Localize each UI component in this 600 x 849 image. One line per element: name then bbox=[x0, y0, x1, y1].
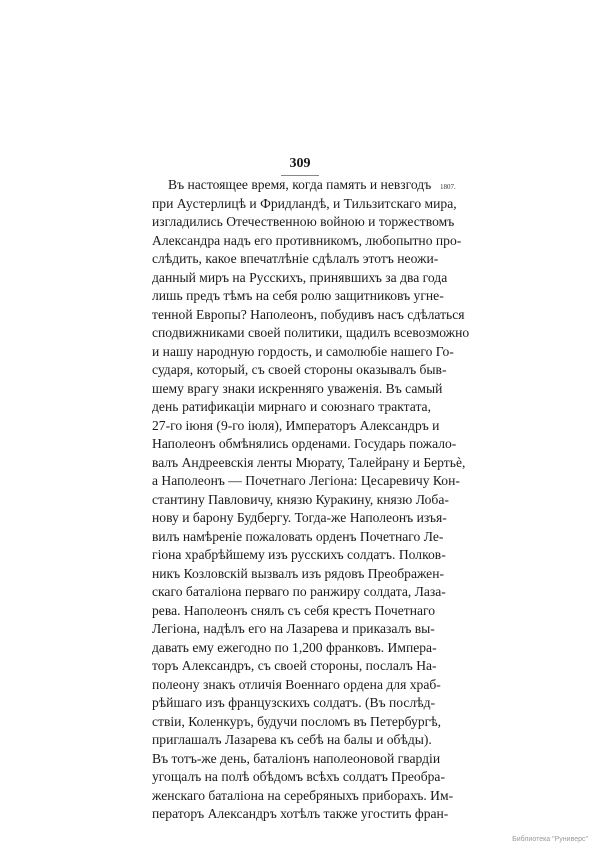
text-line: ствіи, Коленкуръ, будучи посломъ въ Петербургѣ, bbox=[152, 713, 442, 729]
text-line: шему врагу знаки искренняго уваженія. Въ самый bbox=[152, 380, 443, 396]
text-line: приглашалъ Лазарева къ себѣ на балы и обѣды). bbox=[152, 732, 432, 747]
text-line: ператоръ Александръ хотѣлъ также угостить фран- bbox=[152, 806, 449, 821]
text-line: валъ Андреевскія ленты Мюрату, Талейрану и Бертьѐ, bbox=[152, 454, 466, 470]
text-line: давать ему ежегодно по 1,200 франковъ. Импера- bbox=[152, 639, 437, 655]
text-line: вилъ намѣреніе пожаловать орденъ Почетнаго Ле- bbox=[152, 528, 444, 544]
page-number: 309 bbox=[289, 156, 311, 171]
text-line: при Аустерлицѣ и Фридландѣ, и Тильзитскаго мира, bbox=[152, 195, 457, 211]
text-line: данный миръ на Русскихъ, принявшихъ за два года bbox=[152, 269, 448, 285]
text-line: Въ настоящее время, когда память и невзгодъ bbox=[168, 177, 432, 192]
text-line: гіона храбрѣйшему изъ русскихъ солдатъ. Полков- bbox=[152, 547, 446, 562]
text-line: 27-го іюня (9-го іюля), Императоръ Александръ и bbox=[152, 417, 440, 433]
text-line: стантину Павловичу, князю Куракину, князю Лоба- bbox=[152, 491, 449, 507]
text-line: и нашу народную гордость, и самолюбіе нашего Го- bbox=[152, 343, 454, 359]
text-line: сударя, который, съ своей стороны оказывалъ быв- bbox=[152, 362, 447, 377]
library-watermark: Библиотека "Руниверс" bbox=[512, 836, 588, 843]
text-line: день ратификаціи мирнаго и союзнаго трактата, bbox=[152, 399, 431, 414]
text-line: Легіона, надѣлъ его на Лазарева и приказалъ вы- bbox=[152, 621, 435, 636]
text-line: лишь предъ тѣмъ на себя ролю защитниковъ угне- bbox=[152, 288, 444, 303]
text-line: изгладились Отечественною войною и торжествомъ bbox=[152, 214, 455, 229]
text-line: скаго баталіона перваго по ранжиру солдата, Лаза- bbox=[152, 584, 446, 599]
text-line: сподвижниками своей политики, щадилъ всевозможно bbox=[152, 325, 470, 340]
text-line: торъ Александръ, съ своей стороны, послалъ На- bbox=[152, 658, 437, 673]
text-line: слѣдить, какое впечатлѣніе сдѣлалъ этотъ неожи- bbox=[152, 251, 439, 266]
text-line: Александра надъ его противникомъ, любопытно про- bbox=[152, 232, 462, 248]
text-line: никъ Козловскій вызвалъ изъ рядовъ Преображен- bbox=[152, 565, 445, 581]
text-line: Въ тотъ-же день, баталіонъ наполеоновой гвардіи bbox=[152, 750, 441, 766]
text-line: Наполеонъ обмѣнялись орденами. Государь пожало- bbox=[152, 436, 457, 451]
text-line: рѣйшаго изъ французскихъ солдатъ. (Въ послѣд- bbox=[152, 695, 436, 710]
text-line: рева. Наполеонъ снялъ съ себя крестъ Почетнаго bbox=[152, 602, 436, 618]
text-line: тенной Европы? Наполеонъ, побудивъ насъ сдѣлаться bbox=[152, 306, 465, 322]
text-line: женскаго баталіона на серебряныхъ приборахъ. Им- bbox=[152, 787, 454, 803]
text-line: угощалъ на полѣ обѣдомъ всѣхъ солдатъ Преобра- bbox=[152, 769, 445, 784]
text-line: нову и барону Будбергу. Тогда-же Наполеонъ изъя- bbox=[152, 510, 447, 525]
margin-note-year: 1807. bbox=[440, 183, 456, 191]
text-line: а Наполеонъ — Почетнаго Легіона: Цесаревичу Кон- bbox=[152, 473, 460, 488]
text-line: полеону знакъ отличія Военнаго ордена для храб- bbox=[152, 676, 441, 692]
